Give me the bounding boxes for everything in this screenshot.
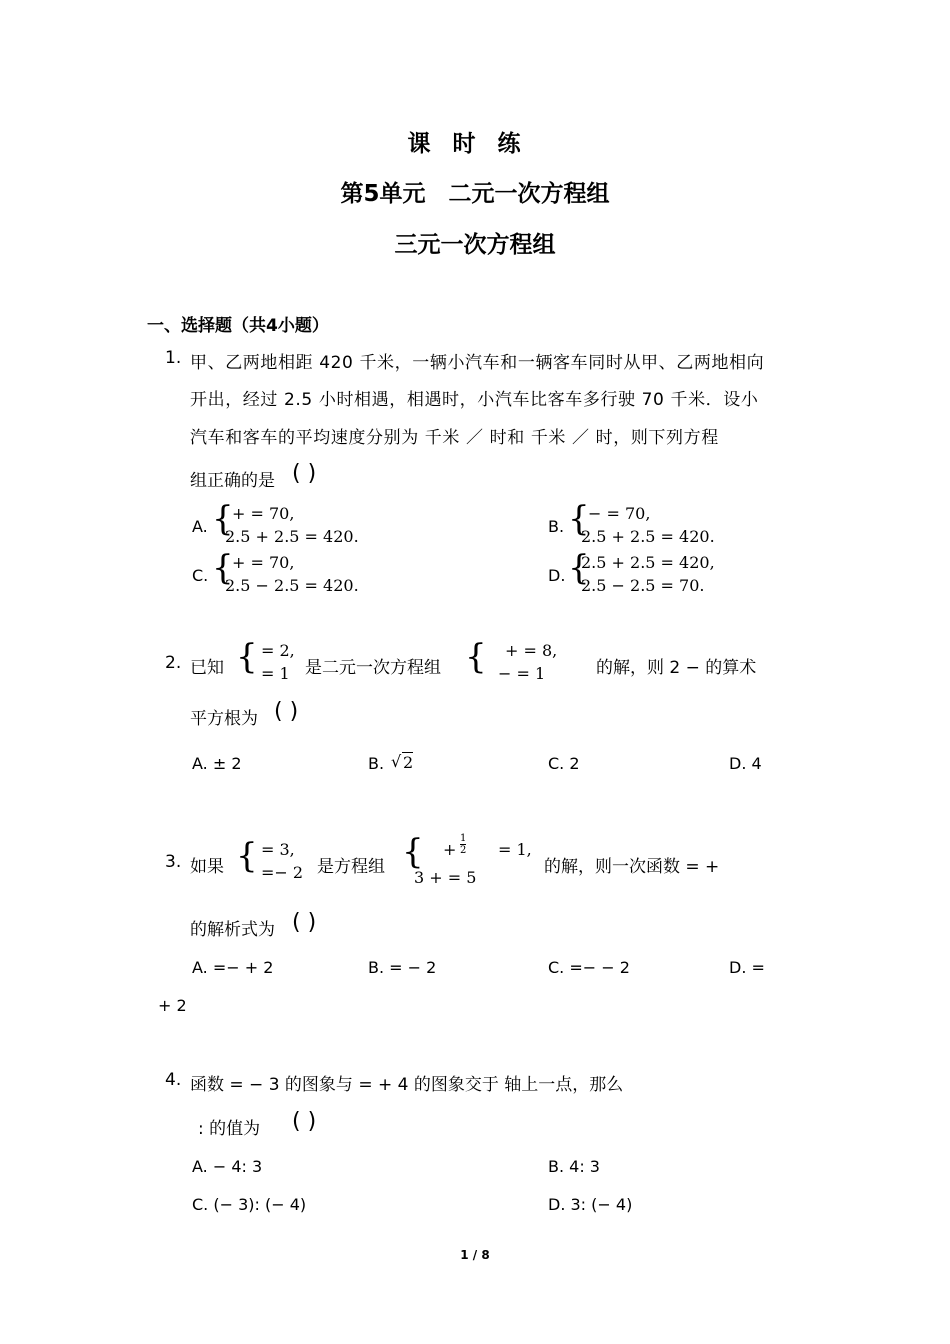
- q1-option-b-row2: 2.5 + 2.5 = 420.: [581, 527, 715, 546]
- q1-option-b-row1: − = 70,: [588, 504, 651, 523]
- section-heading: 一、选择题（共4小题）: [147, 316, 329, 336]
- q2-option-d: D. 4: [729, 754, 762, 773]
- q4-line2: : 的值为: [198, 1119, 261, 1139]
- q1-option-b-label: B.: [548, 517, 565, 536]
- worksheet-title: 课时练: [407, 131, 543, 157]
- q3-system-row2: 3 + = 5: [414, 868, 477, 887]
- q2-answer-paren: ( ): [274, 699, 299, 724]
- q2-solution-row2: = 1: [261, 664, 290, 683]
- unit-title: 第5单元 二元一次方程组: [340, 181, 610, 207]
- sqrt-icon: √: [391, 752, 402, 771]
- q1-option-a-label: A.: [192, 517, 208, 536]
- q2-option-c: C. 2: [548, 754, 580, 773]
- q4-number: 4.: [165, 1070, 182, 1090]
- brace-icon: {: [236, 836, 258, 876]
- q2-post: 的解，则 2 − 的算术: [596, 658, 757, 678]
- q2-number: 2.: [165, 653, 182, 673]
- q1-option-a-row2: 2.5 + 2.5 = 420.: [225, 527, 359, 546]
- q3-option-c: C. =− − 2: [548, 958, 630, 977]
- brace-icon: {: [402, 832, 424, 872]
- q4-option-c: C. (− 3): (− 4): [192, 1195, 307, 1214]
- q1-option-d-row1: 2.5 + 2.5 = 420,: [581, 553, 715, 572]
- brace-icon: {: [568, 548, 590, 588]
- q2-solution-row1: = 2,: [261, 641, 295, 660]
- q3-mid: 是方程组: [317, 857, 385, 877]
- q2-option-a: A. ± 2: [192, 754, 242, 773]
- q1-number: 1.: [165, 348, 182, 368]
- brace-icon: {: [212, 499, 234, 539]
- q2-mid: 是二元一次方程组: [305, 658, 441, 678]
- q4-line1: 函数 = − 3 的图象与 = + 4 的图象交于 轴上一点，那么: [190, 1075, 624, 1095]
- q1-option-c-label: C.: [192, 566, 209, 585]
- q1-option-a-row1: + = 70,: [232, 504, 295, 523]
- q3-answer-paren: ( ): [292, 910, 317, 935]
- q3-number: 3.: [165, 852, 182, 872]
- q3-fraction-numerator: 1: [460, 833, 467, 844]
- q3-system-row1-a: +: [443, 840, 457, 859]
- q1-option-c-row2: 2.5 − 2.5 = 420.: [225, 576, 359, 595]
- brace-icon: {: [236, 637, 258, 677]
- q3-system-row1-b: = 1,: [498, 840, 532, 859]
- q4-option-a: A. − 4: 3: [192, 1157, 263, 1176]
- q1-line2: 开出，经过 2.5 小时相遇，相遇时，小汽车比客车多行驶 70 千米．设小: [190, 390, 759, 410]
- q1-option-d-label: D.: [548, 566, 566, 585]
- q3-solution-row1: = 3,: [261, 840, 295, 859]
- q4-option-d: D. 3: (− 4): [548, 1195, 633, 1214]
- q3-post: 的解，则一次函数 = +: [544, 857, 720, 877]
- q1-option-d-row2: 2.5 − 2.5 = 70.: [581, 576, 705, 595]
- q3-option-d-continued: + 2: [158, 996, 187, 1015]
- q4-answer-paren: ( ): [292, 1109, 317, 1134]
- brace-icon: {: [568, 499, 590, 539]
- q2-option-b-label: B.: [368, 754, 385, 773]
- q2-pre: 已知: [190, 658, 224, 678]
- q4-option-b: B. 4: 3: [548, 1157, 600, 1176]
- q1-answer-paren: ( ): [292, 461, 317, 486]
- lesson-subtitle: 三元一次方程组: [394, 232, 556, 258]
- q3-fraction: [460, 833, 466, 856]
- q2-line2: 平方根为: [190, 709, 258, 729]
- q3-line2: 的解析式为: [190, 920, 275, 940]
- q3-solution-row2: =− 2: [261, 863, 304, 882]
- q3-pre: 如果: [190, 857, 224, 877]
- q3-option-a: A. =− + 2: [192, 958, 274, 977]
- q1-option-c-row1: + = 70,: [232, 553, 295, 572]
- q2-option-b-value: 2: [403, 753, 414, 772]
- q1-line4: 组正确的是: [190, 471, 275, 491]
- q2-system-row2: − = 1: [498, 664, 546, 683]
- q3-option-b: B. = − 2: [368, 958, 437, 977]
- q3-option-d: D. =: [729, 958, 765, 977]
- q1-line1: 甲、乙两地相距 420 千米，一辆小汽车和一辆客车同时从甲、乙两地相向: [190, 353, 765, 373]
- brace-icon: {: [212, 548, 234, 588]
- brace-icon: {: [465, 637, 487, 677]
- page-number: 1 / 8: [460, 1248, 490, 1262]
- q3-fraction-denominator: 2: [460, 845, 467, 856]
- q1-line3: 汽车和客车的平均速度分别为 千米 ／ 时和 千米 ／ 时，则下列方程: [190, 428, 719, 448]
- q2-system-row1: + = 8,: [505, 641, 558, 660]
